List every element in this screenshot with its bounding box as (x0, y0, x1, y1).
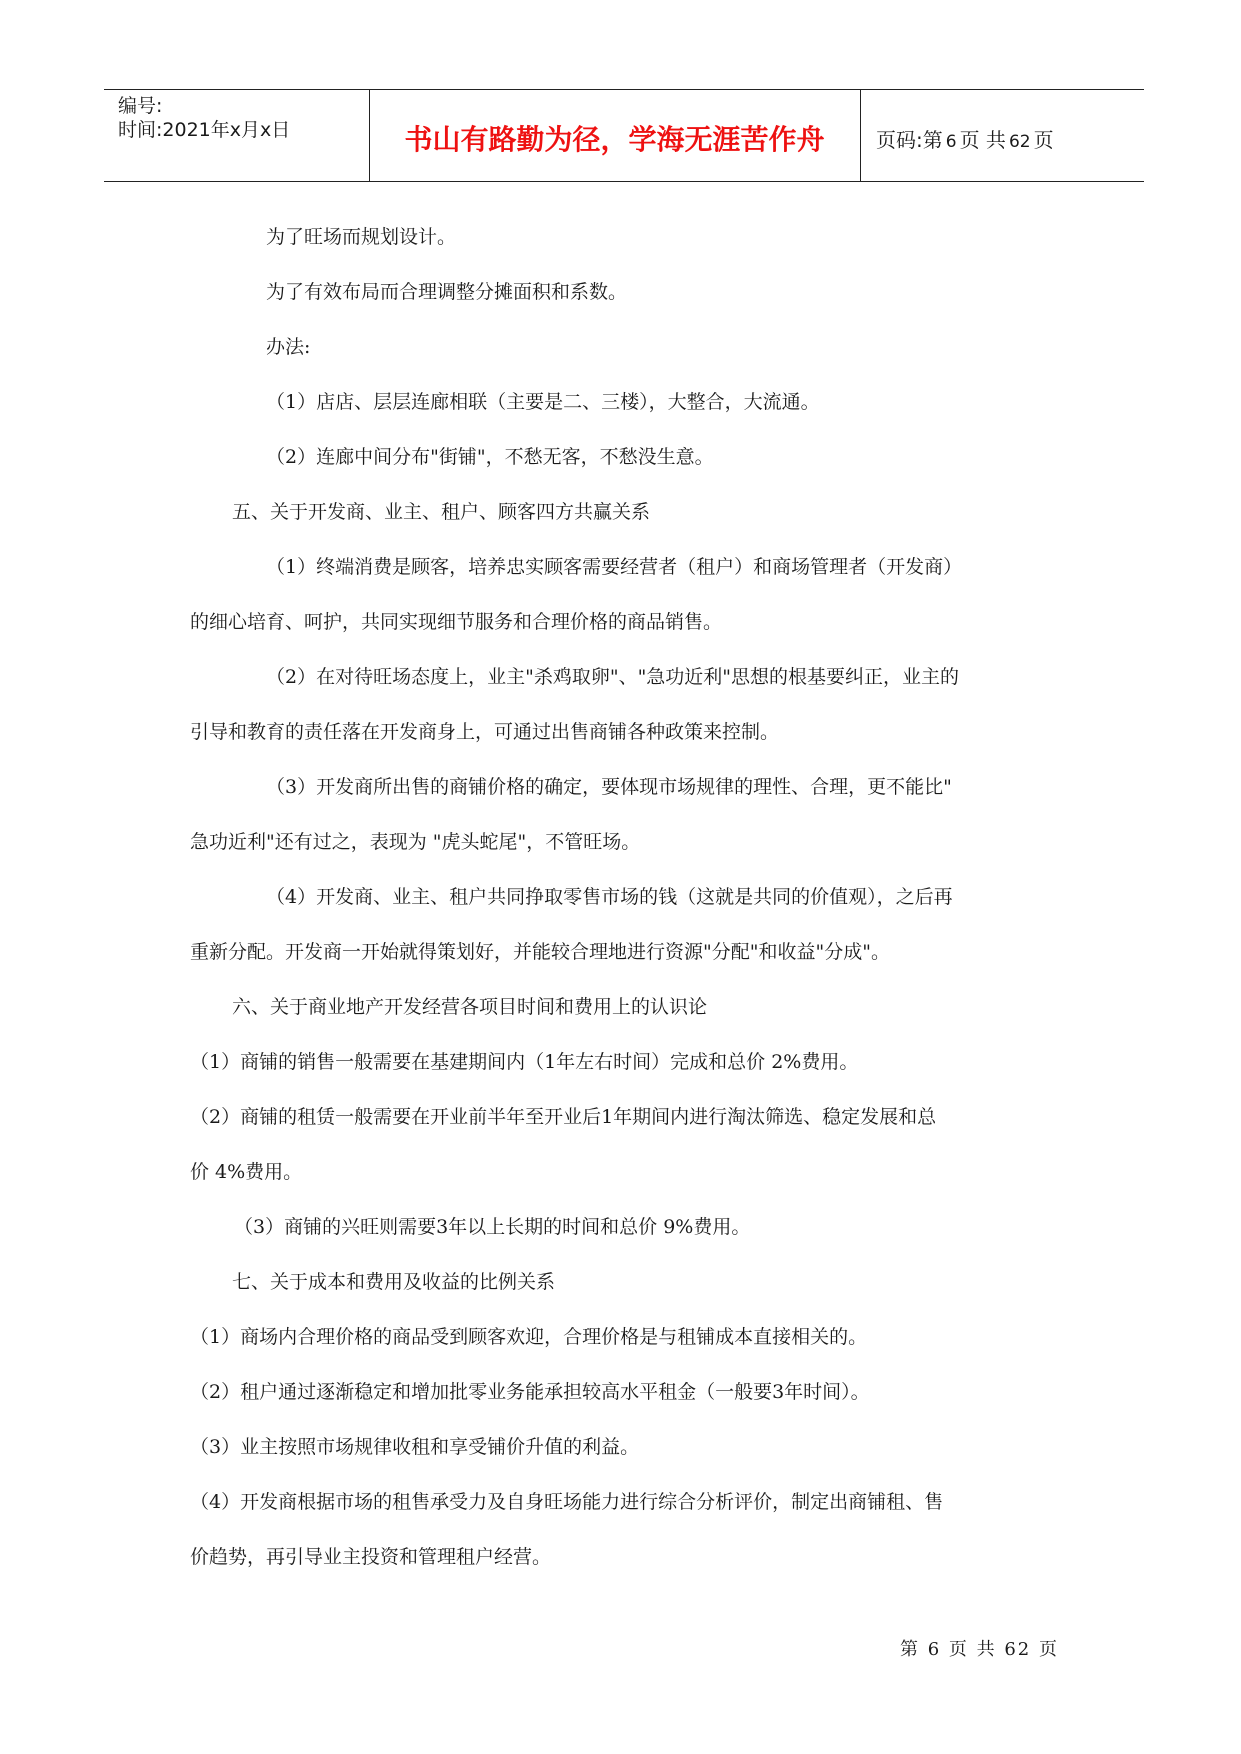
page-mid: 页 共 (959, 128, 1006, 152)
section-heading: 七、关于成本和费用及收益的比例关系 (232, 1271, 556, 1293)
document-time: 时间:2021年x月x日 (118, 119, 291, 141)
document-number-label: 编号: (118, 95, 163, 117)
paragraph: （1）终端消费是顾客，培养忠实顾客需要经营者（租户）和商场管理者（开发商） (266, 556, 963, 578)
paragraph: 为了有效布局而合理调整分摊面积和系数。 (266, 281, 628, 303)
page-total: 62 (1008, 132, 1031, 152)
section-heading: 六、关于商业地产开发经营各项目时间和费用上的认识论 (232, 996, 708, 1018)
paragraph: 急功近利"还有过之，表现为 "虎头蛇尾"，不管旺场。 (190, 831, 641, 853)
paragraph: 办法: (266, 336, 311, 358)
paragraph: 重新分配。开发商一开始就得策划好，并能较合理地进行资源"分配"和收益"分成"。 (190, 941, 890, 963)
paragraph: 价 4%费用。 (190, 1161, 303, 1183)
paragraph: （2）商铺的租赁一般需要在开业前半年至开业后1年期间内进行淘汰筛选、稳定发展和总 (190, 1106, 937, 1128)
paragraph: 引导和教育的责任落在开发商身上，可通过出售商铺各种政策来控制。 (190, 721, 780, 743)
page-header (104, 89, 1144, 182)
section-heading: 五、关于开发商、业主、租户、顾客四方共赢关系 (232, 501, 651, 523)
page-footer: 第 6 页 共 62 页 (900, 1639, 1059, 1660)
paragraph: 价趋势，再引导业主投资和管理租户经营。 (190, 1546, 552, 1568)
paragraph: 为了旺场而规划设计。 (266, 226, 457, 248)
paragraph: （2）连廊中间分布"街铺"，不愁无客，不愁没生意。 (266, 446, 714, 468)
paragraph: （3）业主按照市场规律收租和享受铺价升值的利益。 (190, 1436, 640, 1458)
page-current: 6 (945, 132, 957, 152)
paragraph: （2）在对待旺场态度上，业主"杀鸡取卵"、"急功近利"思想的根基要纠正，业主的 (266, 666, 960, 688)
header-page-number (876, 124, 1054, 153)
page-prefix: 页码:第 (876, 128, 943, 152)
paragraph: （1）商场内合理价格的商品受到顾客欢迎，合理价格是与租铺成本直接相关的。 (190, 1326, 868, 1348)
paragraph: （4）开发商、业主、租户共同挣取零售市场的钱（这就是共同的价值观），之后再 (266, 886, 953, 908)
paragraph: （1）商铺的销售一般需要在基建期间内（1年左右时间）完成和总价 2%费用。 (190, 1051, 859, 1073)
paragraph: （1）店店、层层连廊相联（主要是二、三楼），大整合，大流通。 (266, 391, 820, 413)
paragraph: （4）开发商根据市场的租售承受力及自身旺场能力进行综合分析评价，制定出商铺租、售 (190, 1491, 944, 1513)
paragraph: （3）开发商所出售的商铺价格的确定，要体现市场规律的理性、合理，更不能比" (266, 776, 952, 798)
paragraph: 的细心培育、呵护，共同实现细节服务和合理价格的商品销售。 (190, 611, 723, 633)
header-meta (118, 94, 290, 142)
paragraph: （3）商铺的兴旺则需要3年以上长期的时间和总价 9%费用。 (234, 1216, 751, 1238)
paragraph: （2）租户通过逐渐稳定和增加批零业务能承担较高水平租金（一般要3年时间）。 (190, 1381, 870, 1403)
header-divider (860, 90, 861, 181)
page-suffix: 页 (1033, 128, 1054, 152)
header-motto: 书山有路勤为径，学海无涯苦作舟 (404, 123, 825, 156)
